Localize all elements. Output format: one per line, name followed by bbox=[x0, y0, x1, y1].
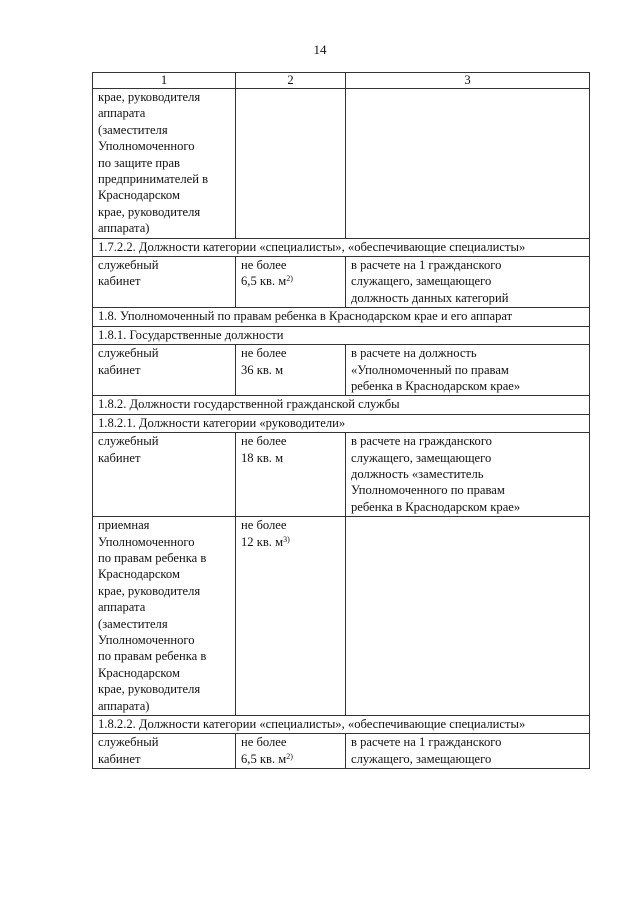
area-text: 6,5 кв. м bbox=[241, 274, 287, 289]
premise-cell bbox=[93, 433, 236, 517]
section-row bbox=[93, 238, 590, 256]
cell-line: аппарата bbox=[98, 600, 146, 615]
area-text: 6,5 кв. м bbox=[241, 751, 287, 766]
cell-line: 36 кв. м bbox=[241, 362, 284, 377]
cell-line: «Уполномоченный по правам bbox=[351, 362, 509, 377]
note-cell bbox=[346, 89, 590, 239]
cell-line: кабинет bbox=[98, 362, 141, 377]
section-heading: 1.8.2. Должности государственной гражданской службы bbox=[93, 396, 590, 414]
table-row bbox=[93, 734, 590, 769]
cell-line: 18 кв. м bbox=[241, 450, 284, 465]
cell-line: в расчете на 1 гражданского bbox=[351, 258, 502, 273]
cell-line: ребенка в Краснодарском крае» bbox=[351, 499, 521, 514]
section-heading: 1.8.2.2. Должности категории «специалисты», «обеспечивающие специалисты» bbox=[93, 716, 590, 734]
table-row bbox=[93, 433, 590, 517]
cell-line: Краснодарском bbox=[98, 665, 180, 680]
cell-line: (заместителя bbox=[98, 616, 168, 631]
premise-cell bbox=[93, 517, 236, 716]
table-row bbox=[93, 517, 590, 716]
area-cell bbox=[236, 517, 346, 716]
cell-line: Уполномоченного bbox=[98, 633, 195, 647]
cell-line: не более bbox=[241, 735, 287, 750]
table-header-row bbox=[93, 73, 590, 89]
note-cell bbox=[346, 517, 590, 716]
section-row bbox=[93, 716, 590, 734]
cell-line: аппарата) bbox=[98, 221, 150, 236]
note-cell bbox=[346, 345, 590, 396]
footnote-mark: 2) bbox=[286, 751, 293, 761]
note-cell bbox=[346, 433, 590, 517]
cell-line: не более bbox=[241, 346, 287, 361]
cell-line: Уполномоченного по правам bbox=[351, 483, 505, 498]
note-cell bbox=[346, 734, 590, 769]
cell-line: должность данных категорий bbox=[351, 290, 509, 305]
cell-line: служащего, замещающего bbox=[351, 450, 492, 465]
cell-line: аппарата bbox=[98, 106, 146, 121]
area-cell bbox=[236, 433, 346, 517]
footnote-mark: 2) bbox=[286, 274, 293, 284]
page-number: 14 bbox=[313, 42, 327, 57]
cell-line: в расчете на должность bbox=[351, 346, 477, 361]
cell-line: крае, руководителя bbox=[98, 682, 201, 697]
section-row bbox=[93, 326, 590, 344]
table-row bbox=[93, 345, 590, 396]
premise-cell bbox=[93, 89, 236, 239]
cell-line: Краснодарском bbox=[98, 567, 180, 582]
premise-cell bbox=[93, 345, 236, 396]
premise-cell bbox=[93, 734, 236, 769]
area-cell bbox=[236, 89, 346, 239]
cell-line: крае, руководителя bbox=[98, 583, 201, 598]
cell-line: по защите прав bbox=[98, 155, 181, 170]
premise-cell bbox=[93, 257, 236, 308]
footnote-mark: 3) bbox=[283, 534, 290, 544]
cell-line: не более bbox=[241, 434, 287, 449]
area-text: 12 кв. м bbox=[241, 534, 284, 549]
cell-line: Уполномоченного bbox=[98, 139, 195, 154]
cell-line: служащего, замещающего bbox=[351, 274, 492, 289]
cell-line: служебный bbox=[98, 258, 159, 273]
column-header: 2 bbox=[236, 73, 346, 89]
requirements-table bbox=[92, 72, 590, 769]
column-header: 3 bbox=[346, 73, 590, 89]
cell-line: приемная bbox=[98, 518, 150, 533]
column-header: 1 bbox=[93, 73, 236, 89]
cell-line: (заместителя bbox=[98, 122, 168, 137]
area-cell bbox=[236, 734, 346, 769]
area-cell bbox=[236, 345, 346, 396]
cell-line: служебный bbox=[98, 434, 159, 449]
section-heading: 1.8.2.1. Должности категории «руководители» bbox=[93, 414, 590, 432]
section-row bbox=[93, 308, 590, 326]
cell-line: кабинет bbox=[98, 274, 141, 289]
section-heading: 1.8.1. Государственные должности bbox=[93, 326, 590, 344]
cell-line: служебный bbox=[98, 346, 159, 361]
cell-line: должность «заместитель bbox=[351, 466, 484, 481]
cell-line: не более bbox=[241, 518, 287, 533]
cell-line: кабинет bbox=[98, 751, 141, 766]
cell-line: ребенка в Краснодарском крае» bbox=[351, 378, 521, 393]
cell-line: служащего, замещающего bbox=[351, 751, 492, 766]
cell-line: Уполномоченного bbox=[98, 534, 195, 549]
area-value bbox=[241, 751, 341, 767]
cell-line: по правам ребенка в bbox=[98, 550, 207, 565]
cell-line: служебный bbox=[98, 735, 159, 750]
section-heading: 1.8. Уполномоченный по правам ребенка в Краснодарском крае и его аппарат bbox=[93, 308, 590, 326]
cell-line: в расчете на гражданского bbox=[351, 434, 492, 449]
section-heading: 1.7.2.2. Должности категории «специалисты», «обеспечивающие специалисты» bbox=[93, 238, 590, 256]
section-row bbox=[93, 396, 590, 414]
cell-line: Краснодарском bbox=[98, 188, 180, 203]
table-row bbox=[93, 89, 590, 239]
cell-line: в расчете на 1 гражданского bbox=[351, 735, 502, 750]
section-row bbox=[93, 414, 590, 432]
area-value bbox=[241, 534, 341, 550]
note-cell bbox=[346, 257, 590, 308]
cell-line: предпринимателей в bbox=[98, 172, 209, 187]
table-row bbox=[93, 257, 590, 308]
cell-line: кабинет bbox=[98, 450, 141, 465]
cell-line: крае, руководителя bbox=[98, 204, 201, 219]
cell-line: аппарата) bbox=[98, 698, 150, 713]
cell-line: по правам ребенка в bbox=[98, 649, 207, 664]
cell-line: не более bbox=[241, 258, 287, 273]
area-cell bbox=[236, 257, 346, 308]
cell-line: крае, руководителя bbox=[98, 90, 201, 104]
area-value bbox=[241, 273, 341, 289]
